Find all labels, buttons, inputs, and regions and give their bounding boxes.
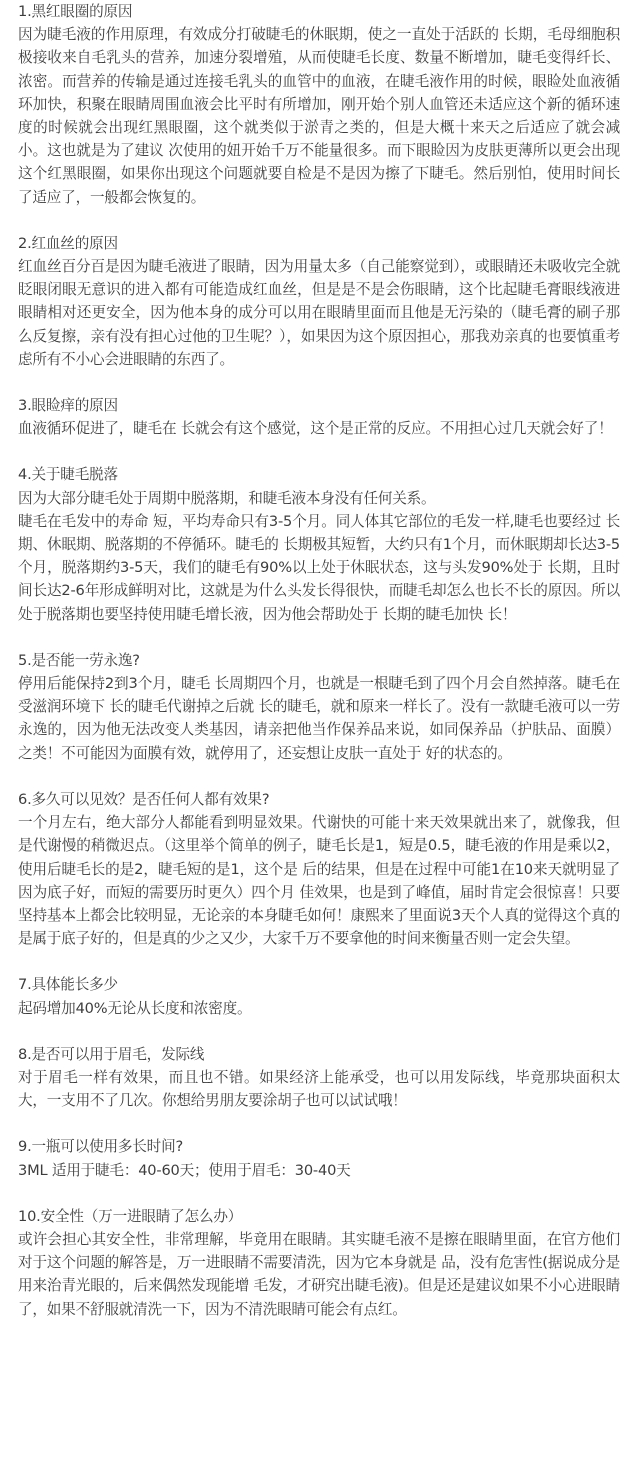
- section-paragraph: 对于眉毛一样有效果，而且也不错。如果经济上能承受，也可以用发际线，毕竟那块面积太大，一支用不了几次。你想给男朋友要涂胡子也可以试试哦！: [18, 1068, 620, 1110]
- section-eyebrows-hairline: [18, 1043, 620, 1113]
- section-bottle-duration: [18, 1135, 620, 1181]
- section-title: 2.红血丝的原因: [18, 234, 118, 252]
- section-paragraph: 3ML 适用于睫毛：40-60天；使用于眉毛：30-40天: [18, 1161, 351, 1179]
- section-lash-shedding: [18, 463, 620, 625]
- section-time-to-effect: [18, 788, 620, 950]
- section-paragraph: 血液循环促进了，睫毛在 长就会有这个感觉，这个是正常的反应。不用担心过几天就会好了！: [18, 420, 613, 438]
- section-title: 6.多久可以见效？是否任何人都有效果?: [18, 790, 270, 808]
- section-title: 8.是否可以用于眉毛，发际线: [18, 1045, 205, 1063]
- section-dark-circles: [18, 0, 620, 209]
- section-red-veins: [18, 232, 620, 371]
- section-permanent: [18, 649, 620, 765]
- section-title: 10.安全性（万一进眼睛了怎么办）: [18, 1207, 243, 1225]
- section-title: 4.关于睫毛脱落: [18, 466, 118, 484]
- section-title: 3.眼睑痒的原因: [18, 397, 118, 415]
- section-title: 9.一瓶可以使用多长时间?: [18, 1138, 184, 1156]
- section-itchy-eyelids: [18, 394, 620, 440]
- section-title: 7.具体能长多少: [18, 976, 118, 994]
- section-paragraph: 停用后能保持2到3个月，睫毛 长周期四个月，也就是一根睫毛到了四个月会自然掉落。睫毛在受滋润环境下 长的睫毛代谢掉之后就 长的睫毛，就和原来一样长了。没有一款睫毛液可以一劳永逸的，因为他无法改变人类基因，请亲把他当作保养品来说，如同保养品（护肤品、面膜）之类！不可能因为面膜有效，就停用了，还妄想让皮肤一直处于 好的状态的。: [18, 675, 620, 762]
- section-paragraph: 一个月左右，绝大部分人都能看到明显效果。代谢快的可能十来天效果就出来了，就像我，但是代谢慢的稍微迟点。（这里举个简单的例子，睫毛长是1，短是0.5，睫毛液的作用是乘以2，使用后睫毛长的是2，睫毛短的是1，这个是 后的结果，但是在过程中可能1在10来天就明显了因为底子好，而短的需要历时更久）四个月 佳效果，也是到了峰值，届时肯定会很惊喜！只要坚持基本上都会比较明显，无论亲的本身睫毛如何！康熙来了里面说3天个人真的觉得这个真的是属于底子好的，但是真的少之又少，大家千万不要拿他的时间来衡量否则一定会失望。: [18, 814, 620, 948]
- section-paragraph: 因为大部分睫毛处于周期中脱落期，和睫毛液本身没有任何关系。: [18, 489, 436, 507]
- section-safety: [18, 1205, 620, 1321]
- section-title: 5.是否能一劳永逸?: [18, 651, 140, 669]
- section-growth-amount: [18, 973, 620, 1019]
- section-title: 1.黑红眼圈的原因: [18, 3, 133, 20]
- section-paragraph: 或许会担心其安全性，非常理解，毕竟用在眼睛。其实睫毛液不是擦在眼睛里面，在官方他们对于这个问题的解答是，万一进眼睛不需要清洗，因为它本身就是 品，没有危害性(据说成分是用来治青光眼的，后来偶然发现能增 毛发，才研究出睫毛液)。但是还是建议如果不小心进眼睛了，如果不舒服就清洗一下，因为不清洗眼睛可能会有点红。: [18, 1230, 620, 1318]
- section-paragraph: 红血丝百分百是因为睫毛液进了眼睛，因为用量太多（自己能察觉到），或眼睛还未吸收完全就眨眼闭眼无意识的进入都有可能造成红血丝，但是是不是会伤眼睛，这个比起睫毛膏眼线液进眼睛相对还更安全，因为他本身的成分可以用在眼睛里面而且他是无污染的（睫毛膏的刷子那么反复擦，亲有没有担心过他的卫生呢？），如果因为这个原因担心，那我劝亲真的也要慎重考虑所有不小心会进眼睛的东西了。: [18, 258, 620, 368]
- section-paragraph: 因为睫毛液的作用原理，有效成分打破睫毛的休眠期，使之一直处于活跃的 长期，毛母细胞积极接收来自毛乳头的营养，加速分裂增殖，从而使睫毛长度、数量不断增加，睫毛变得纤长、浓密。而营养的传输是通过连接毛乳头的血管中的血液，在睫毛液作用的时候，眼睑处血液循环加快，积聚在眼睛周围血液会比平时有所增加，刚开始个别人血管还未适应这个新的循环速度的时候就会出现红黑眼圈，这个就类似于淤青之类的，但是大概十来天之后适应了就会减小。这也就是为了建议 次使用的妞开始千万不能量很多。而下眼睑因为皮肤更薄所以更会出现这个红黑眼圈，如果你出现这个问题就要自检是不是因为擦了下睫毛。然后别怕，使用时间长了适应了，一般都会恢复的。: [18, 26, 620, 206]
- section-paragraph: 睫毛在毛发中的寿命 短，平均寿命只有3-5个月。同人体其它部位的毛发一样,睫毛也要经过 长期、休眠期、脱落期的不停循环。睫毛的 长期极其短暂，大约只有1个月，而休眠期却长达3-5个月，脱落期约3-5天，我们的睫毛有90%以上处于休眠状态，这与头发90%处于 长期，且时间长达2-6年形成鲜明对比，这就是为什么头发长得很快，而睫毛却怎么也长不长的原因。所以处于脱落期也要坚持使用睫毛增长液，因为他会帮助处于 长期的睫毛加快 长！: [18, 512, 620, 623]
- section-paragraph: 起码增加40%无论从长度和浓密度。: [18, 999, 252, 1017]
